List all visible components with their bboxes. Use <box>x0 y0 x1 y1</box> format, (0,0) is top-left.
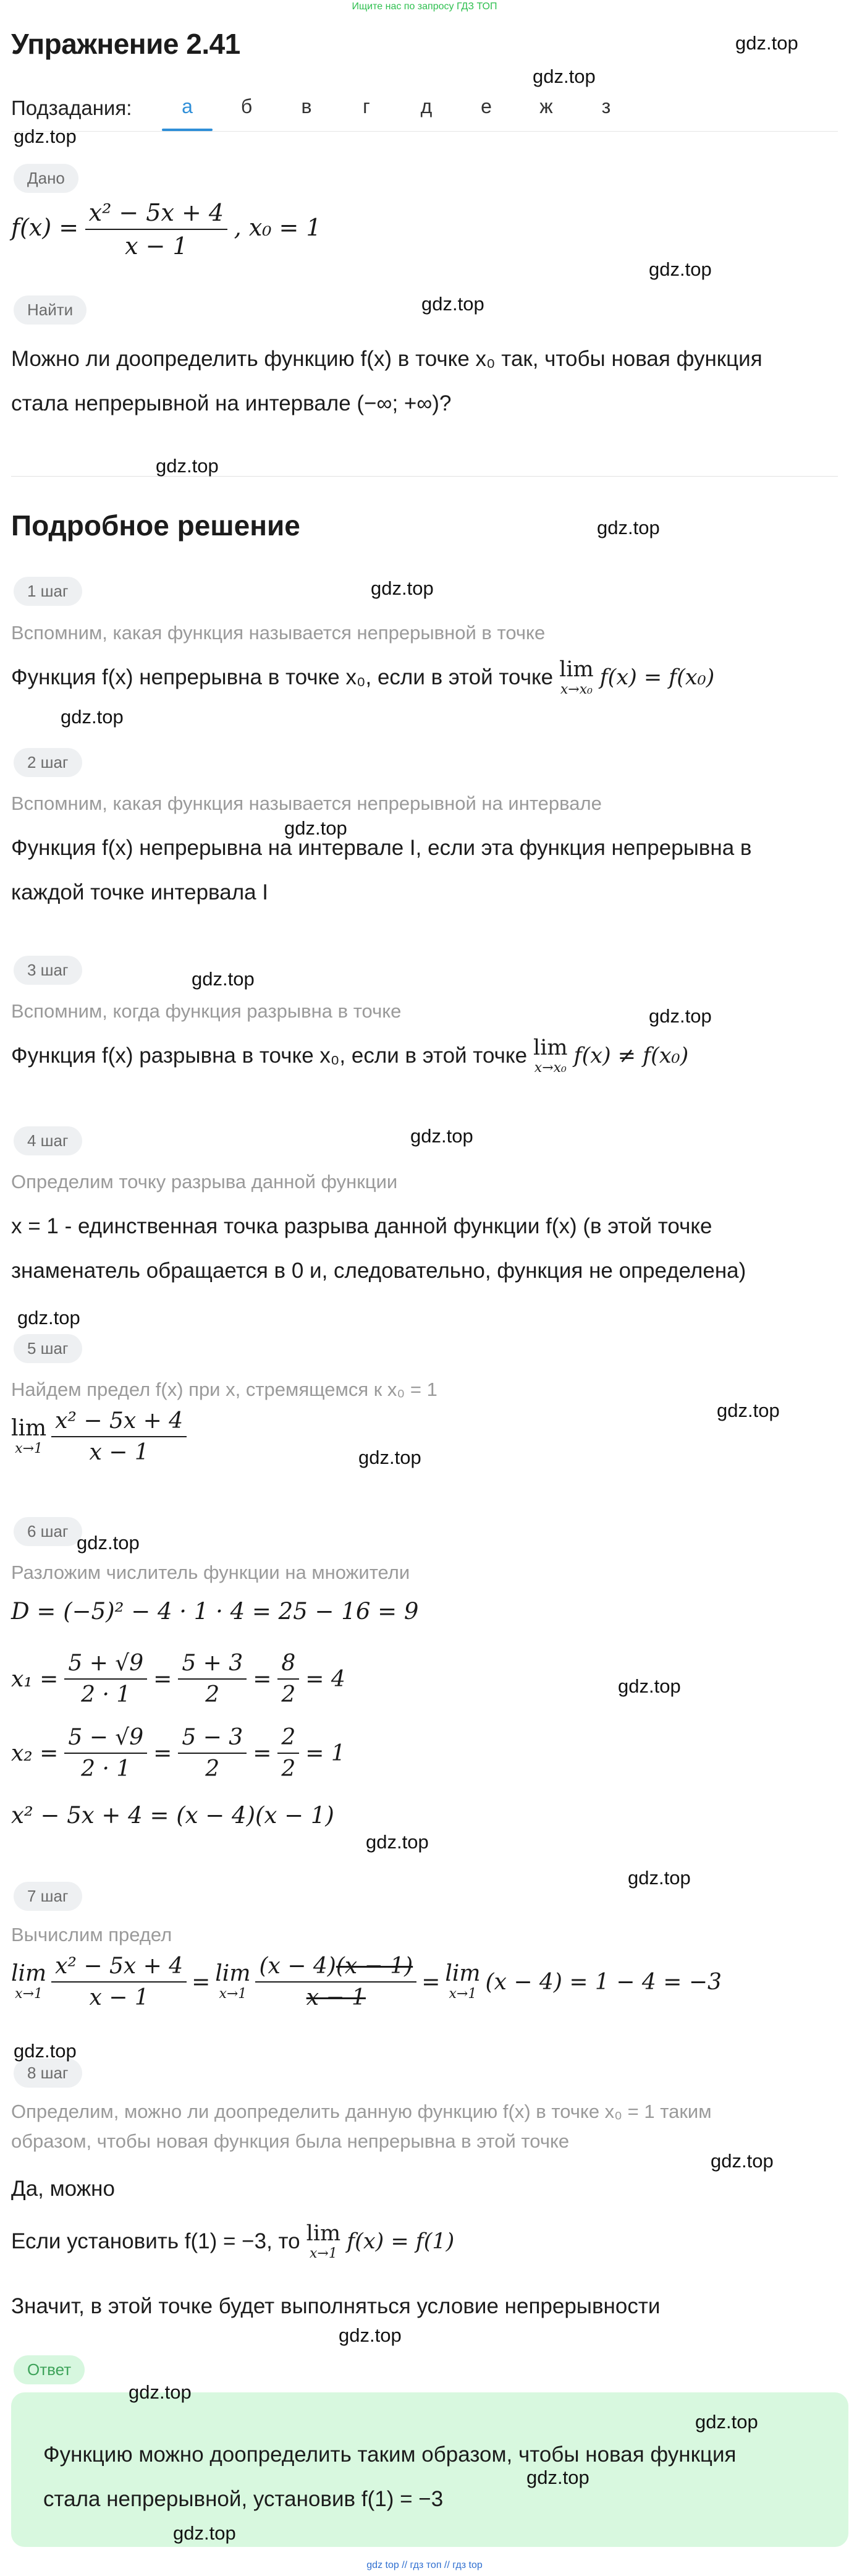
step-8-hint-line-2: образом, чтобы новая функция была непрерывна в этой точке <box>11 2130 570 2152</box>
watermark: gdz.top <box>695 2411 758 2433</box>
step-1-text: Функция f(x) непрерывна в точке x₀, если в этой точке lim x→x₀ f(x) = f(x₀) <box>11 657 715 697</box>
given-fraction: $\frac{\text{x² − 5x + 4}}{x - 1}$ <box>85 199 227 260</box>
tab-a[interactable]: а <box>182 95 193 117</box>
solution-title: Подробное решение <box>11 509 300 542</box>
step-5-limit: lim x→1 <box>11 1416 47 1456</box>
watermark: gdz.top <box>597 517 660 538</box>
watermark: gdz.top <box>717 1400 780 1421</box>
watermark: gdz.top <box>649 258 712 280</box>
watermark: gdz.top <box>410 1125 473 1147</box>
step-6-hint: Разложим числитель функции на множители <box>11 1562 410 1583</box>
step-2-hint: Вспомним, какая функция называется непрерывной на интервале <box>11 793 602 814</box>
step-7-formula: lim x→1 $\frac{\text{x² − 5x + 4}}{x - 1}$ = lim x→1 $\frac{(x - 4)(x - 1)}{x - 1}$ = lim x→1 (x − 4) = 1 − 4 = −3 <box>11 1953 722 2010</box>
step-3-badge: 3 шаг <box>14 956 82 985</box>
watermark: gdz.top <box>526 2467 589 2488</box>
watermark: gdz.top <box>129 2381 192 2403</box>
tab-zh[interactable]: ж <box>539 95 553 117</box>
step-6-discriminant: D = (−5)² − 4 · 1 · 4 = 25 − 16 = 9 <box>11 1598 419 1625</box>
watermark: gdz.top <box>17 1307 80 1328</box>
step-6-root-1: x₁ = $\frac{5 + √9}{2 \cdot 1}$ = $\frac{5 + 3}{2}$ = $\frac{8}{2}$ = 4 <box>11 1651 345 1707</box>
answer-badge: Ответ <box>14 2355 85 2384</box>
step-8-hint-line-1: Определим, можно ли доопределить данную функцию f(x) в точке x₀ = 1 таким <box>11 2101 712 2122</box>
step-5-badge: 5 шаг <box>14 1334 82 1363</box>
step-5-hint: Найдем предел f(x) при x, стремящемся к x₀ = 1 <box>11 1379 437 1400</box>
footer: gdz top // гдз топ // гдз top <box>366 2560 483 2570</box>
watermark: gdz.top <box>533 66 596 87</box>
watermark: gdz.top <box>14 125 77 147</box>
subtasks-label: Подзадания: <box>11 96 132 119</box>
tab-d[interactable]: д <box>420 95 433 117</box>
answer-text <box>43 2433 816 2522</box>
step-5-formula: lim x→1 $\frac{\text{x² − 5x + 4}}{x - 1}$ <box>11 1408 187 1465</box>
tab-z[interactable]: з <box>601 95 611 117</box>
step-2-line-1: Функция f(x) непрерывна на интервале I, если эта функция непрерывна в <box>11 836 752 860</box>
step-1-hint: Вспомним, какая функция называется непрерывной в точке <box>11 622 546 644</box>
watermark: gdz.top <box>649 1005 712 1027</box>
step-1-badge: 1 шаг <box>14 577 82 606</box>
step-2-line-2: каждой точке интервала I <box>11 880 269 904</box>
given-badge: Дано <box>14 164 78 193</box>
watermark: gdz.top <box>284 817 347 839</box>
watermark: gdz.top <box>14 2040 77 2062</box>
step-7-badge: 7 шаг <box>14 1882 82 1911</box>
tabs-divider <box>11 131 838 132</box>
top-banner: Ищите нас по запросу ГДЗ ТОП <box>352 1 497 12</box>
watermark: gdz.top <box>618 1675 681 1697</box>
step-8-badge: 8 шаг <box>14 2059 82 2088</box>
step-4-line-1: x = 1 - единственная точка разрыва данной функции f(x) (в этой точке <box>11 1214 712 1238</box>
step-8-set: Если установить f(1) = −3, то lim x→1 f(x) = f(1) <box>11 2221 455 2261</box>
step-2-badge: 2 шаг <box>14 748 82 777</box>
given-formula: f(x) = $\frac{\text{x² − 5x + 4}}{x - 1}$ , x₀ = 1 <box>11 199 321 260</box>
step-6-factorization: x² − 5x + 4 = (x − 4)(x − 1) <box>11 1802 334 1829</box>
section-divider <box>11 476 838 477</box>
page-title: Упражнение 2.41 <box>11 28 240 60</box>
watermark: gdz.top <box>366 1831 429 1853</box>
question-line-1: Можно ли доопределить функцию f(x) в точке x₀ так, чтобы новая функция <box>11 347 762 371</box>
watermark: gdz.top <box>371 577 434 599</box>
step-3-text: Функция f(x) разрывна в точке x₀, если в этой точке lim x→x₀ f(x) ≠ f(x₀) <box>11 1035 689 1076</box>
step-4-badge: 4 шаг <box>14 1126 82 1155</box>
watermark: gdz.top <box>421 293 484 315</box>
watermark: gdz.top <box>173 2522 236 2544</box>
watermark: gdz.top <box>77 1532 140 1554</box>
step-7-hint: Вычислим предел <box>11 1924 172 1945</box>
watermark: gdz.top <box>192 968 255 990</box>
answer-line-1: Функцию можно доопределить таким образом, чтобы новая функция <box>43 2442 737 2467</box>
answer-line-2: стала непрерывной, установив f(1) = −3 <box>43 2487 444 2511</box>
tab-g[interactable]: г <box>363 95 370 117</box>
step-8-conclusion: Значит, в этой точке будет выполняться условие непрерывности <box>11 2294 661 2318</box>
step-3-limit: lim x→x₀ <box>533 1035 568 1076</box>
step-8-yes: Да, можно <box>11 2177 115 2201</box>
watermark: gdz.top <box>735 32 798 54</box>
step-4-hint: Определим точку разрыва данной функции <box>11 1171 398 1192</box>
watermark: gdz.top <box>339 2324 402 2346</box>
step-6-root-2: x₂ = $\frac{5 - √9}{2 \cdot 1}$ = $\frac{5 - 3}{2}$ = $\frac{2}{2}$ = 1 <box>11 1725 345 1782</box>
watermark: gdz.top <box>61 706 124 728</box>
step-6-badge: 6 шаг <box>14 1517 82 1546</box>
watermark: gdz.top <box>358 1447 421 1468</box>
find-badge: Найти <box>14 295 87 325</box>
tab-v[interactable]: в <box>301 95 312 117</box>
step-4-line-2: знаменатель обращается в 0 и, следовательно, функция не определена) <box>11 1259 746 1283</box>
watermark: gdz.top <box>156 455 219 477</box>
question-line-2: стала непрерывной на интервале (−∞; +∞)? <box>11 391 452 415</box>
tab-e[interactable]: е <box>481 95 492 117</box>
tab-b[interactable]: б <box>240 95 253 117</box>
step-1-limit: lim x→x₀ <box>559 657 594 697</box>
step-3-hint: Вспомним, когда функция разрывна в точке <box>11 1000 402 1022</box>
watermark: gdz.top <box>711 2150 774 2172</box>
watermark: gdz.top <box>628 1867 691 1889</box>
